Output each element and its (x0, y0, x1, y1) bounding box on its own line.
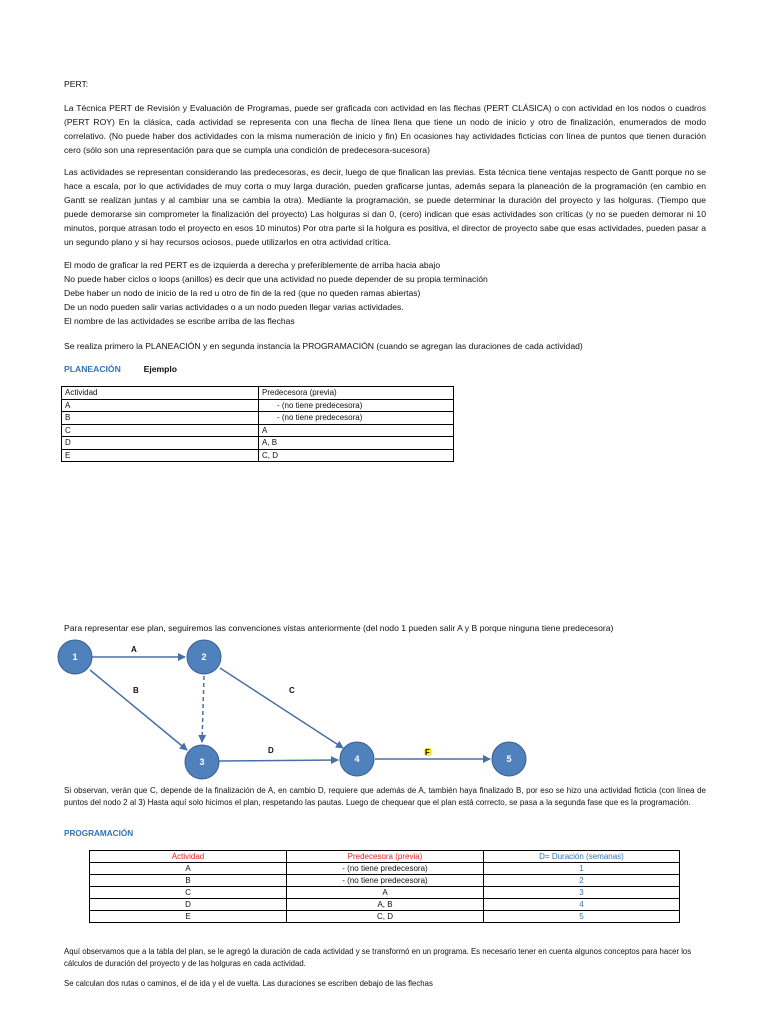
table-header-cell: Actividad (62, 387, 259, 400)
rule-item: Debe haber un nodo de inicio de la red u otro de fin de la red (que no queden ramas abiertas) (64, 288, 421, 298)
rule-item: De un nodo pueden salir varias actividades o a un nodo pueden llegar varias actividades. (64, 302, 404, 312)
table-cell: C, D (287, 911, 484, 923)
table-cell: A, B (259, 437, 454, 450)
table-cell: - (no tiene predecesora) (287, 875, 484, 887)
arrow-label-d: D (268, 746, 274, 755)
node-label-4: 4 (354, 754, 360, 764)
table-cell: 5 (484, 911, 680, 923)
table-cell: 4 (484, 899, 680, 911)
table-row (90, 887, 680, 899)
table-cell: A (62, 399, 259, 412)
arrow-d (219, 760, 338, 761)
table-cell: A (259, 424, 454, 437)
arrow-dummy (202, 676, 204, 742)
rule-item: El nombre de las actividades se escribe arriba de las flechas (64, 316, 295, 326)
table-header-cell: Actividad (90, 851, 287, 863)
table-header-row (90, 851, 680, 863)
programacion-heading-wrap (64, 827, 706, 841)
table-cell: B (62, 412, 259, 425)
table-cell: E (90, 911, 287, 923)
table-cell: - (no tiene predecesora) (259, 399, 454, 412)
arrow-label-c: C (289, 686, 295, 695)
arrow-label-a: A (131, 645, 137, 654)
programacion-heading: PROGRAMACIÓN (64, 829, 134, 838)
rule-item: El modo de graficar la red PERT es de izquierda a derecha y preferiblemente de arriba hacia abajo (64, 260, 441, 270)
rule-item: No puede haber ciclos o loops (anillos) es decir que una actividad no puede depender de su propia terminación (64, 274, 488, 284)
table-cell: 3 (484, 887, 680, 899)
table-cell: A (287, 887, 484, 899)
table-row (90, 899, 680, 911)
table-cell: E (62, 449, 259, 462)
phases-text: Se realiza primero la PLANEACIÓN y en segunda instancia la PROGRAMACIÓN (cuando se agregan las duraciones de cada actividad) (64, 341, 583, 351)
plan-text: Para representar ese plan, seguiremos las convenciones vistas anteriormente (del nodo 1 pueden salir A y B porque ninguna tiene predecesora) (64, 623, 614, 633)
table-cell: 2 (484, 875, 680, 887)
arrow-label-f: F (425, 748, 430, 757)
table-header-cell: Predecesora (previa) (287, 851, 484, 863)
node-label-1: 1 (72, 652, 78, 662)
table-cell: A (90, 863, 287, 875)
observe-paragraph: Si observan, verán que C, depende de la finalización de A, en cambio D, requiere que además de A, también haya finalizado B, por eso se hizo una actividad ficticia (con línea de puntos del nodo 2 al 3) Hasta aquí solo hicimos el plan, respetando las pautas. Luego de chequear que el plan está correcto, se pasa a la segunda fase que es la programación. (64, 786, 706, 807)
page-title: PERT: (64, 79, 89, 89)
table-cell: C (62, 424, 259, 437)
node-label-2: 2 (201, 652, 207, 662)
table-row (90, 863, 680, 875)
table-cell: - (no tiene predecesora) (287, 863, 484, 875)
node-label-5: 5 (506, 754, 512, 764)
table-row (90, 875, 680, 887)
table-cell: - (no tiene predecesora) (259, 412, 454, 425)
advantages-paragraph: Las actividades se representan considerando las predecesoras, es decir, luego de que finalican las previas. Esta técnica tiene ventajas respecto de Gantt porque no se hace a escala, por lo que actividades de muy corta o muy larga duración, pueden graficarse juntas, además separa la planeación de la programación (en cambio en Gantt se realizan juntas y al cambiar una se cambia la otra). Mediante la programación, se puede determinar la duración del proyecto y las holguras. (Tiempo que puede demorarse sin comprometer la finalización del proyecto) Las holguras si dan 0, (cero) indican que esas actividades son críticas (y no se pueden demorar ni 10 minutos, porque atrasan todo el proyecto en esos 10 minutos) Por otra parte si la holgura es positiva, el director de proyecto sabe que esas actividades, pueden pasar a un segundo plano y si hay recursos ociosos, puede utilizarlos en otra actividad crítica. (64, 167, 706, 247)
table-cell: B (90, 875, 287, 887)
planeacion-heading: PLANEACIÓN (64, 364, 121, 374)
table-cell: C (90, 887, 287, 899)
table-row (90, 911, 680, 923)
node-label-3: 3 (199, 757, 205, 767)
arrow-c (220, 668, 343, 748)
arrow-b (90, 670, 187, 750)
aqui-paragraph: Aquí observamos que a la tabla del plan, se le agregó la duración de cada actividad y se transformó en un programa. Es necesario tener en cuenta algunos conceptos para hacer los cálculos de duración del proyecto y de las holguras en cada actividad. (64, 947, 692, 968)
table-cell: A, B (287, 899, 484, 911)
programacion-table (89, 850, 680, 923)
table-cell: C, D (259, 449, 454, 462)
table-cell: D (62, 437, 259, 450)
table-header-cell: D= Duración (semanas) (484, 851, 680, 863)
table-header-cell: Predecesora (previa) (259, 387, 454, 400)
example-label: Ejemplo (143, 364, 178, 374)
intro-paragraph: La Técnica PERT de Revisión y Evaluación de Programas, puede ser graficada con actividad en las flechas (PERT CLÁSICA) o con actividad en los nodos o cuadros (PERT ROY) En la clásica, cada actividad se representa con una flecha de línea llena que tiene un nodo de inicio y otro de finalización, enumerados de modo correlativo. (No puede haber dos actividades con la misma numeración de inicio y fin) En ocasiones hay actividades ficticias con línea de puntos que tienen duración cero (sólo son una representación para que se cumpla una condición de predecesora-sucesora) (64, 103, 706, 155)
table-cell: D (90, 899, 287, 911)
arrow-label-b: B (133, 686, 139, 695)
table-cell: 1 (484, 863, 680, 875)
last-paragraph: Se calculan dos rutas o caminos, el de ida y el de vuelta. Las duraciones se escriben debajo de las flechas (64, 979, 433, 988)
